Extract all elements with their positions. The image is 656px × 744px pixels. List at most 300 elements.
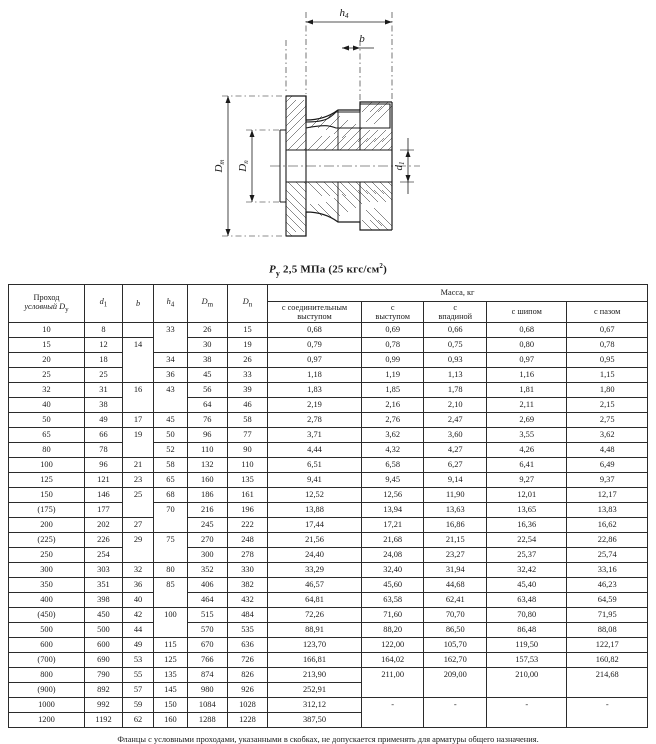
cell-dy: (700) [9, 653, 85, 668]
pressure-caption [0, 262, 656, 278]
cell-dy: (225) [9, 533, 85, 548]
pressure-unit-exponent: 2 [379, 262, 384, 270]
cell-mass-male: 2,16 [361, 398, 424, 413]
cell-b: 40 [122, 593, 153, 608]
cell-mass-tongue: 210,00 [487, 668, 567, 683]
cell-mass-raised-face: 17,44 [268, 518, 362, 533]
cell-mass-groove: 2,75 [567, 413, 648, 428]
cell-mass-tongue: 16,36 [487, 518, 567, 533]
cell-h4: 58 [154, 458, 188, 473]
cell-mass-groove: 22,86 [567, 533, 648, 548]
cell-mass-tongue: 2,69 [487, 413, 567, 428]
cell-mass-male: 211,00 [361, 668, 424, 683]
cell-mass-male: 71,60 [361, 608, 424, 623]
cell-dm: 270 [187, 533, 227, 548]
cell-mass-groove: 16,62 [567, 518, 648, 533]
header-mass-groove: с пазом [567, 301, 648, 322]
cell-d1: 398 [84, 593, 122, 608]
cell-dn: 222 [227, 518, 267, 533]
cell-mass-male: 17,21 [361, 518, 424, 533]
cell-h4: 125 [154, 653, 188, 668]
table-row [9, 653, 648, 668]
header-mass-female: с впадиной [424, 301, 487, 322]
cell-h4: 68 [154, 488, 188, 503]
cell-d1: 992 [84, 698, 122, 713]
cell-mass-female [424, 713, 487, 728]
cell-mass-groove: 13,83 [567, 503, 648, 518]
cell-dn: 248 [227, 533, 267, 548]
cell-mass-tongue: 6,41 [487, 458, 567, 473]
cell-mass-male: 88,20 [361, 623, 424, 638]
cell-d1: 78 [84, 443, 122, 458]
cell-h4: 52 [154, 443, 188, 458]
cell-dy: 15 [9, 338, 85, 353]
cell-mass-groove: 64,59 [567, 593, 648, 608]
cell-mass-raised-face: 0,79 [268, 338, 362, 353]
cell-dy: 50 [9, 413, 85, 428]
cell-mass-male: 21,68 [361, 533, 424, 548]
cell-h4: 50 [154, 428, 188, 443]
cell-d1: 18 [84, 353, 122, 368]
cell-d1: 31 [84, 383, 122, 398]
cell-mass-male: 2,76 [361, 413, 424, 428]
cell-dn: 58 [227, 413, 267, 428]
cell-mass-groove: 0,67 [567, 323, 648, 338]
table-row [9, 368, 648, 383]
cell-mass-groove: 122,17 [567, 638, 648, 653]
cell-mass-raised-face: 0,97 [268, 353, 362, 368]
cell-mass-raised-face: 21,56 [268, 533, 362, 548]
cell-d1: 38 [84, 398, 122, 413]
cell-dy: 250 [9, 548, 85, 563]
cell-h4 [154, 338, 188, 353]
cell-mass-male: 6,58 [361, 458, 424, 473]
header-dy: Проход условный $D_у$ [9, 284, 85, 322]
pressure-symbol-sub: у [275, 268, 281, 278]
cell-mass-tongue: 25,37 [487, 548, 567, 563]
header-h4: $h_4$ [154, 284, 188, 322]
table-footnote: Фланцы с условными проходами, указанными в скобках, не допускается применять для арматуры общего назначения. [117, 735, 539, 744]
cell-mass-male: 63,58 [361, 593, 424, 608]
cell-dn: 432 [227, 593, 267, 608]
cell-b: 21 [122, 458, 153, 473]
cell-mass-raised-face: 46,57 [268, 578, 362, 593]
cell-dm: 110 [187, 443, 227, 458]
cell-b [122, 323, 153, 338]
cell-mass-male: 1,85 [361, 383, 424, 398]
cell-mass-groove: 1,80 [567, 383, 648, 398]
cell-mass-female: 2,47 [424, 413, 487, 428]
cell-mass-groove: 46,23 [567, 578, 648, 593]
cell-h4: 70 [154, 503, 188, 518]
cell-mass-male [361, 713, 424, 728]
cell-b: 55 [122, 668, 153, 683]
cell-mass-female: 13,63 [424, 503, 487, 518]
cell-mass-groove: 214,68 [567, 668, 648, 683]
cell-dn: 77 [227, 428, 267, 443]
cell-b: 23 [122, 473, 153, 488]
cell-dn: 1228 [227, 713, 267, 728]
cell-b: 16 [122, 383, 153, 398]
cell-d1: 351 [84, 578, 122, 593]
cell-mass-raised-face: 12,52 [268, 488, 362, 503]
label-Dn: Dn [237, 160, 250, 172]
cell-dm: 30 [187, 338, 227, 353]
cell-h4: 43 [154, 383, 188, 398]
cell-dy: (450) [9, 608, 85, 623]
cell-h4: 80 [154, 563, 188, 578]
cell-mass-tongue: 0,80 [487, 338, 567, 353]
cell-mass-groove [567, 683, 648, 698]
cell-mass-female: 105,70 [424, 638, 487, 653]
cell-mass-male: 9,45 [361, 473, 424, 488]
table-row [9, 488, 648, 503]
cell-mass-raised-face: 1,83 [268, 383, 362, 398]
flange-mass-table-container [0, 284, 656, 728]
table-body [9, 323, 648, 728]
cell-dn: 1028 [227, 698, 267, 713]
cell-b: 49 [122, 638, 153, 653]
cell-dn: 46 [227, 398, 267, 413]
header-dn: $D_n$ [227, 284, 267, 322]
cell-b: 29 [122, 533, 153, 548]
cell-mass-tongue: 1,81 [487, 383, 567, 398]
cell-mass-female: 162,70 [424, 653, 487, 668]
cell-mass-tongue: 13,65 [487, 503, 567, 518]
cell-dm: 766 [187, 653, 227, 668]
cell-dn: 135 [227, 473, 267, 488]
cell-mass-male: 0,78 [361, 338, 424, 353]
cell-dy: 300 [9, 563, 85, 578]
cell-dm: 216 [187, 503, 227, 518]
header-d1: $d_1$ [84, 284, 122, 322]
cell-mass-tongue: 9,27 [487, 473, 567, 488]
cell-b [122, 503, 153, 518]
cell-h4: 160 [154, 713, 188, 728]
cell-mass-female: 62,41 [424, 593, 487, 608]
cell-dm: 45 [187, 368, 227, 383]
cell-h4: 150 [154, 698, 188, 713]
cell-mass-female: 0,93 [424, 353, 487, 368]
cell-mass-female [424, 683, 487, 698]
cell-h4 [154, 398, 188, 413]
cell-mass-raised-face: 4,44 [268, 443, 362, 458]
cell-mass-female: 44,68 [424, 578, 487, 593]
cell-d1: 66 [84, 428, 122, 443]
cell-mass-raised-face: 0,68 [268, 323, 362, 338]
cell-mass-female: 23,27 [424, 548, 487, 563]
cell-mass-male: 24,08 [361, 548, 424, 563]
cell-dn: 33 [227, 368, 267, 383]
cell-dn: 19 [227, 338, 267, 353]
label-h4: h4 [339, 7, 349, 20]
cell-d1: 226 [84, 533, 122, 548]
cell-b: 32 [122, 563, 153, 578]
cell-mass-raised-face: 9,41 [268, 473, 362, 488]
cell-dy: 125 [9, 473, 85, 488]
cell-b: 17 [122, 413, 153, 428]
cell-mass-female: 86,50 [424, 623, 487, 638]
cell-dy: 25 [9, 368, 85, 383]
label-d1: d1 [393, 161, 406, 171]
cell-mass-tongue: 86,48 [487, 623, 567, 638]
cell-dy: 1000 [9, 698, 85, 713]
cell-dy: 32 [9, 383, 85, 398]
cell-mass-tongue: 22,54 [487, 533, 567, 548]
cell-b [122, 398, 153, 413]
cell-dm: 96 [187, 428, 227, 443]
cell-mass-male: - [361, 698, 424, 713]
table-row [9, 353, 648, 368]
header-mass-group: Масса, кг [268, 284, 648, 301]
cell-d1: 96 [84, 458, 122, 473]
cell-dm: 56 [187, 383, 227, 398]
cell-b [122, 353, 153, 368]
cell-mass-raised-face: 6,51 [268, 458, 362, 473]
cell-h4 [154, 518, 188, 533]
cell-b [122, 548, 153, 563]
cell-mass-raised-face: 2,78 [268, 413, 362, 428]
cell-mass-groove: 9,37 [567, 473, 648, 488]
cell-b: 36 [122, 578, 153, 593]
cell-mass-male: 0,99 [361, 353, 424, 368]
cell-dy: 10 [9, 323, 85, 338]
cell-mass-male: 12,56 [361, 488, 424, 503]
cell-b: 59 [122, 698, 153, 713]
header-dm: $D_m$ [187, 284, 227, 322]
cell-dn: 726 [227, 653, 267, 668]
cell-mass-tongue: 45,40 [487, 578, 567, 593]
cell-dn: 535 [227, 623, 267, 638]
cell-dm: 570 [187, 623, 227, 638]
cell-dn: 826 [227, 668, 267, 683]
cell-mass-female: 4,27 [424, 443, 487, 458]
cell-mass-tongue: 2,11 [487, 398, 567, 413]
cell-dy: 40 [9, 398, 85, 413]
label-b: b [359, 33, 365, 45]
cell-mass-tongue: 1,16 [487, 368, 567, 383]
cell-dn: 90 [227, 443, 267, 458]
table-row [9, 398, 648, 413]
cell-mass-groove: 0,95 [567, 353, 648, 368]
cell-h4 [154, 593, 188, 608]
table-row [9, 638, 648, 653]
cell-dy: 150 [9, 488, 85, 503]
cell-mass-groove: - [567, 698, 648, 713]
cell-mass-female: 11,90 [424, 488, 487, 503]
cell-mass-raised-face: 252,91 [268, 683, 362, 698]
cell-dy: 80 [9, 443, 85, 458]
cell-dy: 1200 [9, 713, 85, 728]
cell-dy: 350 [9, 578, 85, 593]
cell-mass-female: 31,94 [424, 563, 487, 578]
cell-dn: 484 [227, 608, 267, 623]
cell-d1: 892 [84, 683, 122, 698]
cell-mass-male: 4,32 [361, 443, 424, 458]
cell-dm: 1084 [187, 698, 227, 713]
cell-dm: 464 [187, 593, 227, 608]
cell-dm: 1288 [187, 713, 227, 728]
cell-mass-male: 122,00 [361, 638, 424, 653]
cell-dy: 65 [9, 428, 85, 443]
cell-dy: 100 [9, 458, 85, 473]
cell-h4: 45 [154, 413, 188, 428]
cell-b: 27 [122, 518, 153, 533]
cell-b: 42 [122, 608, 153, 623]
cell-mass-female: 0,75 [424, 338, 487, 353]
cell-mass-raised-face: 72,26 [268, 608, 362, 623]
cell-mass-raised-face: 13,88 [268, 503, 362, 518]
cell-dn: 278 [227, 548, 267, 563]
cell-h4: 36 [154, 368, 188, 383]
cell-h4: 33 [154, 323, 188, 338]
pressure-value: 2,5 МПа (25 кгс/см [280, 263, 380, 276]
cell-mass-raised-face: 166,81 [268, 653, 362, 668]
cell-d1: 690 [84, 653, 122, 668]
cell-b: 57 [122, 683, 153, 698]
cell-dm: 160 [187, 473, 227, 488]
cell-h4 [154, 548, 188, 563]
cell-d1: 450 [84, 608, 122, 623]
table-row [9, 503, 648, 518]
cell-dm: 64 [187, 398, 227, 413]
cell-mass-raised-face: 64,81 [268, 593, 362, 608]
table-row [9, 458, 648, 473]
cell-mass-groove: 88,08 [567, 623, 648, 638]
cell-d1: 146 [84, 488, 122, 503]
cell-mass-tongue: 0,97 [487, 353, 567, 368]
table-row [9, 338, 648, 353]
cell-dn: 39 [227, 383, 267, 398]
cell-mass-groove: 160,82 [567, 653, 648, 668]
header-mass-raised-face: с соединительным выступом [268, 301, 362, 322]
cell-d1: 8 [84, 323, 122, 338]
cell-d1: 202 [84, 518, 122, 533]
cell-mass-tongue: 119,50 [487, 638, 567, 653]
cell-h4: 34 [154, 353, 188, 368]
cell-mass-female: - [424, 698, 487, 713]
cell-d1: 49 [84, 413, 122, 428]
cell-mass-raised-face: 123,70 [268, 638, 362, 653]
cell-h4: 75 [154, 533, 188, 548]
label-Dm: Dm [213, 159, 226, 173]
cell-dm: 245 [187, 518, 227, 533]
cell-dm: 515 [187, 608, 227, 623]
cell-b: 62 [122, 713, 153, 728]
cell-mass-groove: 3,62 [567, 428, 648, 443]
table-row [9, 443, 648, 458]
cell-dn: 26 [227, 353, 267, 368]
cell-mass-raised-face: 387,50 [268, 713, 362, 728]
cell-dm: 132 [187, 458, 227, 473]
cell-dn: 330 [227, 563, 267, 578]
cell-mass-female: 0,66 [424, 323, 487, 338]
table-header-row-1 [9, 284, 648, 301]
cell-dm: 38 [187, 353, 227, 368]
table-row [9, 383, 648, 398]
cell-d1: 303 [84, 563, 122, 578]
cell-dy: (900) [9, 683, 85, 698]
cell-mass-female: 1,13 [424, 368, 487, 383]
cell-mass-male [361, 683, 424, 698]
table-row [9, 518, 648, 533]
cell-mass-groove: 12,17 [567, 488, 648, 503]
table-row [9, 608, 648, 623]
cell-mass-raised-face: 312,12 [268, 698, 362, 713]
cell-b: 44 [122, 623, 153, 638]
cell-mass-female: 70,70 [424, 608, 487, 623]
table-row [9, 428, 648, 443]
cell-dm: 300 [187, 548, 227, 563]
header-b: b [122, 284, 153, 322]
table-row [9, 473, 648, 488]
cell-mass-raised-face: 33,29 [268, 563, 362, 578]
cell-h4: 65 [154, 473, 188, 488]
cell-mass-raised-face: 1,18 [268, 368, 362, 383]
cell-mass-groove: 1,15 [567, 368, 648, 383]
table-row [9, 623, 648, 638]
cell-dm: 186 [187, 488, 227, 503]
cell-dy: (175) [9, 503, 85, 518]
table-row [9, 578, 648, 593]
cell-dy: 400 [9, 593, 85, 608]
cell-mass-male: 0,69 [361, 323, 424, 338]
cell-mass-tongue: 63,48 [487, 593, 567, 608]
cell-mass-tongue: 0,68 [487, 323, 567, 338]
cell-d1: 790 [84, 668, 122, 683]
cell-h4 [154, 623, 188, 638]
cell-mass-tongue: 157,53 [487, 653, 567, 668]
cell-mass-female: 3,60 [424, 428, 487, 443]
cell-mass-female: 21,15 [424, 533, 487, 548]
pressure-suffix: ) [383, 263, 387, 276]
cell-mass-raised-face: 2,19 [268, 398, 362, 413]
cell-mass-male: 32,40 [361, 563, 424, 578]
cell-mass-groove: 6,49 [567, 458, 648, 473]
cell-mass-groove: 0,78 [567, 338, 648, 353]
pressure-symbol: P [268, 263, 276, 276]
cell-mass-male: 45,60 [361, 578, 424, 593]
cell-mass-tongue: 3,55 [487, 428, 567, 443]
cell-dm: 980 [187, 683, 227, 698]
cell-h4: 100 [154, 608, 188, 623]
cell-mass-female: 16,86 [424, 518, 487, 533]
cell-mass-female: 6,27 [424, 458, 487, 473]
cell-b: 14 [122, 338, 153, 353]
cell-mass-groove [567, 713, 648, 728]
cell-dn: 15 [227, 323, 267, 338]
cell-mass-tongue: 12,01 [487, 488, 567, 503]
cell-mass-female: 2,10 [424, 398, 487, 413]
cell-dm: 76 [187, 413, 227, 428]
cell-h4: 135 [154, 668, 188, 683]
cell-dn: 382 [227, 578, 267, 593]
cell-d1: 254 [84, 548, 122, 563]
cell-mass-tongue: 32,42 [487, 563, 567, 578]
cell-mass-groove: 33,16 [567, 563, 648, 578]
cell-dm: 874 [187, 668, 227, 683]
cell-mass-raised-face: 24,40 [268, 548, 362, 563]
cell-mass-groove: 4,48 [567, 443, 648, 458]
cell-dm: 406 [187, 578, 227, 593]
cell-b: 19 [122, 428, 153, 443]
cell-mass-groove: 71,95 [567, 608, 648, 623]
cell-h4: 145 [154, 683, 188, 698]
table-row [9, 413, 648, 428]
flange-mass-table [8, 284, 648, 728]
cell-mass-tongue: 70,80 [487, 608, 567, 623]
table-row [9, 683, 648, 698]
